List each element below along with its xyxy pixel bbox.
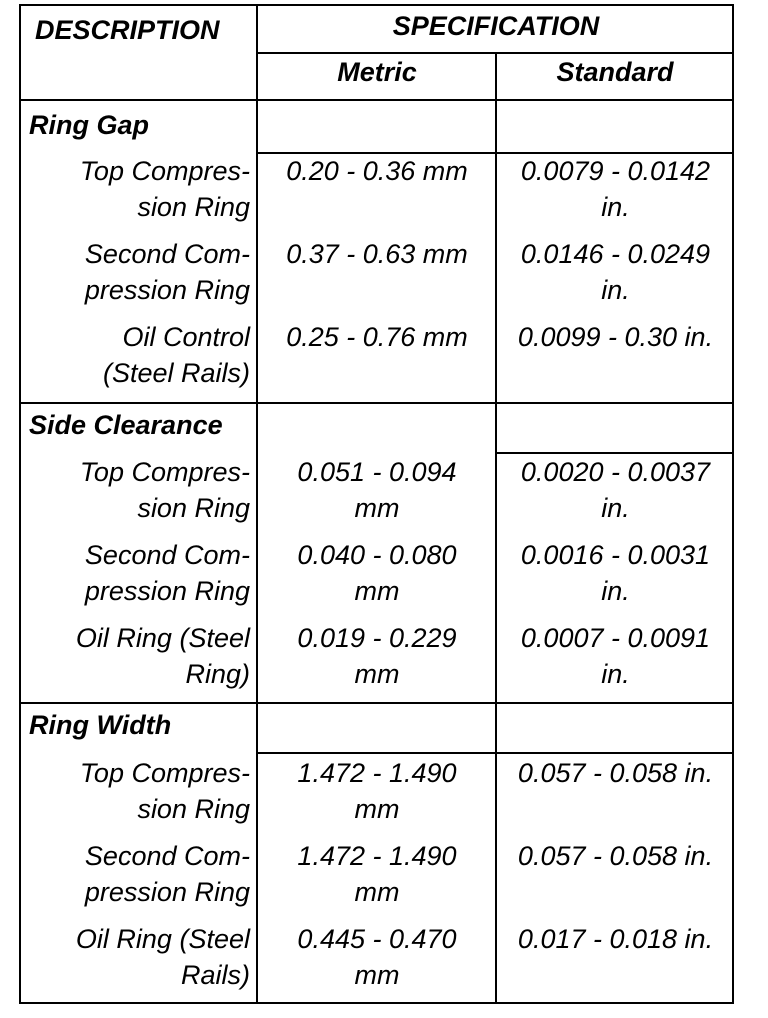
section-title-ring-width: Ring Width (29, 710, 172, 740)
section-3-spec-divider (258, 752, 734, 754)
row-desc: Oil Ring (Steel Ring) (75, 623, 250, 689)
section-2-bottom (21, 702, 734, 704)
header-standard: Standard (556, 57, 674, 87)
row-metric: 0.25 - 0.76 mm (286, 322, 468, 352)
header-bottom (21, 99, 734, 101)
row-metric: 0.051 - 0.094 mm (297, 457, 457, 523)
row-standard: 0.057 - 0.058 in. (517, 841, 714, 871)
row-standard: 0.057 - 0.058 in. (517, 758, 714, 788)
row-standard: 0.0020 - 0.0037 in. (520, 457, 711, 523)
row-metric: 0.37 - 0.63 mm (286, 239, 468, 269)
row-standard: 0.0079 - 0.0142 in. (520, 156, 711, 222)
row-standard: 0.0146 - 0.0249 in. (520, 239, 711, 305)
row-standard: 0.0099 - 0.30 in. (517, 322, 714, 352)
row-desc: Oil Control (Steel Rails) (102, 322, 250, 388)
spec-table (19, 4, 734, 1004)
row-standard: 0.0007 - 0.0091 in. (520, 623, 711, 689)
row-desc: Second Com- pression Ring (84, 841, 250, 907)
header-divider (258, 52, 734, 54)
row-metric: 1.472 - 1.490 mm (297, 841, 457, 907)
row-desc: Top Compres- sion Ring (79, 156, 250, 222)
row-metric: 0.019 - 0.229 mm (297, 623, 457, 689)
section-title-ring-gap: Ring Gap (29, 110, 149, 140)
row-metric: 0.445 - 0.470 mm (297, 924, 457, 990)
section-1-bottom (21, 402, 734, 404)
row-desc: Second Com- pression Ring (84, 540, 250, 606)
header-specification: SPECIFICATION (392, 11, 600, 41)
section-title-side-clearance: Side Clearance (29, 410, 223, 440)
row-metric: 0.040 - 0.080 mm (297, 540, 457, 606)
header-description: DESCRIPTION (35, 15, 220, 45)
row-desc: Oil Ring (Steel Rails) (75, 924, 250, 990)
row-desc: Top Compres- sion Ring (79, 457, 250, 523)
header-metric: Metric (337, 57, 417, 87)
row-standard: 0.017 - 0.018 in. (517, 924, 714, 954)
row-standard: 0.0016 - 0.0031 in. (520, 540, 711, 606)
row-desc: Second Com- pression Ring (84, 239, 250, 305)
row-desc: Top Compres- sion Ring (79, 758, 250, 824)
row-metric: 1.472 - 1.490 mm (297, 758, 457, 824)
row-metric: 0.20 - 0.36 mm (286, 156, 468, 186)
